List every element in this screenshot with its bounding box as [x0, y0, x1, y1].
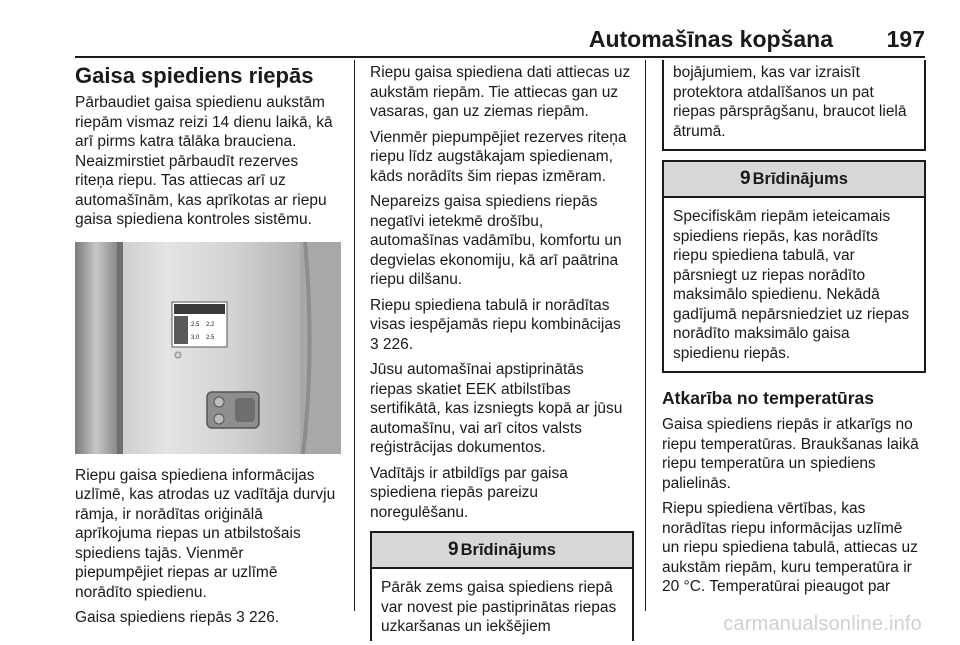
warning-box-continued — [662, 60, 926, 151]
reference-link[interactable]: Gaisa spiediens riepās 3 226. — [75, 609, 280, 626]
label-value: 2.2 — [206, 321, 215, 328]
chapter-title: Automašīnas kopšana — [588, 26, 833, 52]
label-value: 2.5 — [206, 334, 215, 341]
warning-header — [664, 162, 924, 198]
tire-pressure-label-photo — [75, 242, 341, 454]
column-divider — [354, 60, 355, 611]
paragraph-cold-tyres: Riepu gaisa spiediena dati attiecas uz aukstām riepām. Tie attiecas gan uz vasaras, gan uz ziemas riepām. — [370, 64, 631, 120]
warning-title: Brīdinājums — [752, 169, 848, 188]
label-value: 2.5 — [191, 321, 200, 328]
subsection-heading: Atkarība no temperatūras — [662, 388, 875, 408]
warning-title: Brīdinājums — [460, 540, 556, 559]
door-frame-photo — [75, 242, 341, 454]
warning-box — [662, 160, 926, 373]
paragraph-pressure-table: Riepu spiediena tabulā ir norādītas visas iespējamās riepu kombinācijas 3 226. — [370, 296, 621, 353]
info-paragraph: Riepu gaisa spiediena informācijas uzlīmē, kas atrodas uz vadītāja durvju rāmja, ir norādītas oriģinālā aprīkojuma riepas un atbilstošais spiediens tajās. Vienmēr piepumpējiet riepas ar uzlīmē norādīto spiedienu. — [75, 466, 336, 601]
column-middle — [370, 63, 634, 641]
warning-box — [370, 531, 634, 641]
warning-triangle-icon: 9 — [740, 168, 751, 189]
column-divider — [645, 60, 646, 611]
paragraph-cold-values: Riepu spiediena vērtības, kas norādītas riepu informācijas uzlīmē un riepu spiediena tabulā, attiecas uz aukstām riepām, kuru temperatūra ir 20 °C. Temperatūrai pieaugot par — [662, 500, 918, 595]
paragraph-approved-tyres: Jūsu automašīnai apstiprinātās riepas skatiet EEK atbilstības sertifikātā, kas izsniegts kopā ar jūsu automašīnu, vai arī citos valsts reģistrācijas dokumentos. — [370, 361, 623, 456]
warning-text: Pārāk zems gaisa spiediens riepā var novest pie pastiprinātas riepas uzkaršanas un iekšējiem — [381, 579, 617, 635]
paragraph-incorrect-pressure: Nepareizs gaisa spiediens riepās negatīvi ietekmē drošību, automašīnas vadāmību, komfortu un degvielas ekonomiju, kā arī paātrina riepu dilšanu. — [370, 193, 622, 288]
paragraph-temperature: Gaisa spiediens riepās ir atkarīgs no riepu temperatūras. Braukšanas laikā riepu temperatūra un spiediens palielinās. — [662, 416, 919, 492]
paragraph-spare-wheel: Vienmēr piepumpējiet rezerves riteņa riepu līdz augstākajam spiedienam, kāds norādīts šim riepas izmēram. — [370, 128, 627, 185]
page-header — [75, 22, 925, 58]
intro-paragraph: Pārbaudiet gaisa spiedienu aukstām riepām vismaz reizi 14 dienu laikā, kā arī pirms katra tālāka brauciena. Neaizmirstiet pārbaudīt rezerves riteņa riepu. Tas attiecas arī uz automašīnām, kas aprīkotas ar riepu gaisa spiediena kontroles sistēmu. — [75, 94, 333, 228]
column-left — [75, 63, 343, 634]
warning-text-continued: bojājumiem, kas var izraisīt protektora atdalīšanos un pat riepas pārsprāgšanu, braucot lielā ātrumā. — [673, 64, 907, 140]
warning-text: Specifiskām riepām ieteicamais spiediens riepās, kas norādīts riepu spiediena tabulā, var pārsniegt uz riepas norādīto maksimālo spiedienu. Nekādā gadījumā nepārsniedziet uz riepas norādīto maksimālo gaisa spiedienu riepās. — [673, 208, 910, 362]
warning-header — [372, 533, 632, 569]
page-number: 197 — [886, 26, 925, 52]
column-right — [662, 60, 926, 603]
warning-triangle-icon: 9 — [448, 539, 459, 560]
paragraph-driver-responsible: Vadītājs ir atbildīgs par gaisa spiediena riepās pareizu noregulēšanu. — [370, 464, 568, 521]
label-value: 3.0 — [191, 334, 200, 341]
section-heading: Gaisa spiediens riepās — [75, 63, 314, 88]
watermark: carmanualsonline.info — [723, 613, 922, 635]
